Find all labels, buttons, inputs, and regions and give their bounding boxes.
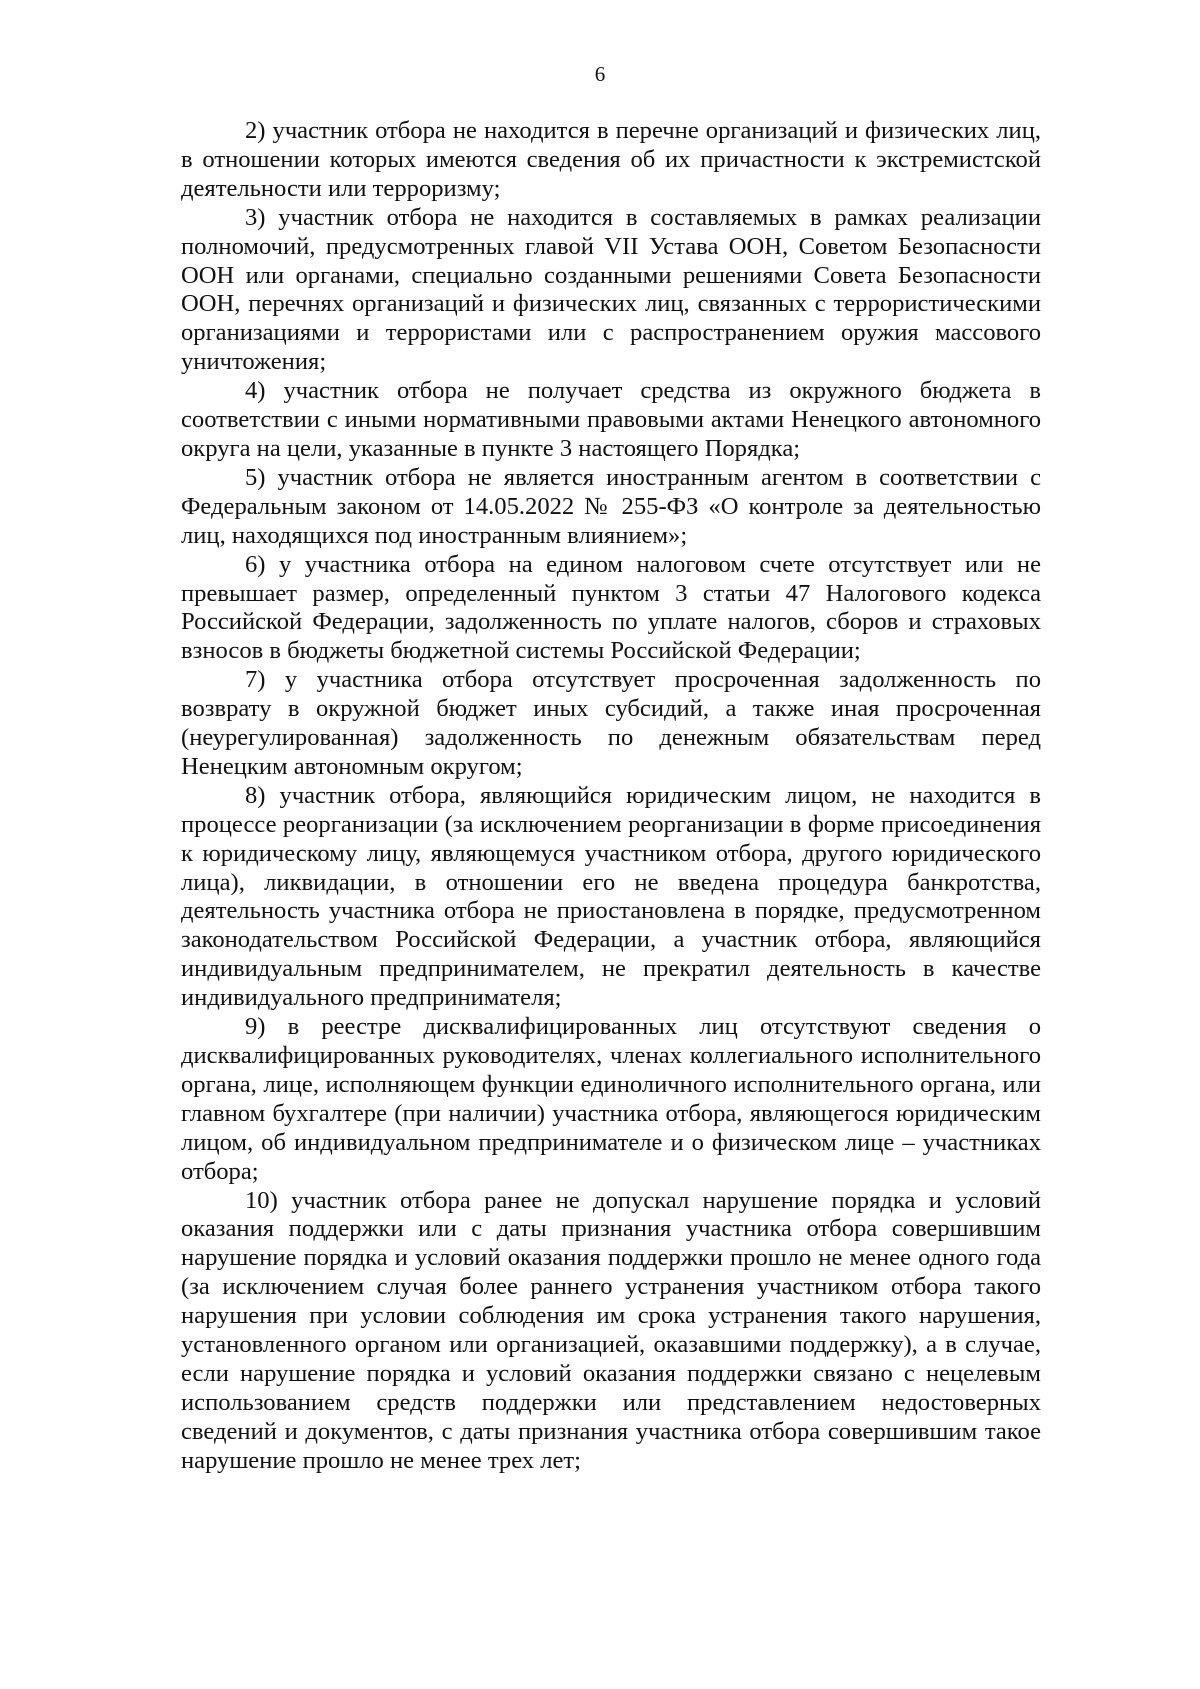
list-item-9: 9) в реестре дисквалифицированных лиц отсутствуют сведения о дисквалифицированных руководителях, членах коллегиального исполнительного органа, лице, исполняющем функции единоличного исполнительного органа, или главном бухгалтере (при наличии) участника отбора, являющегося юридическим лицом, об индивидуальном предпринимателе и о физическом лице – участниках отбора;	[181, 1013, 1041, 1185]
list-item-5: 5) участник отбора не является иностранным агентом в соответствии с Федеральным законом от 14.05.2022 № 255-ФЗ «О контроле за деятельностью лиц, находящихся под иностранным влиянием»;	[181, 463, 1041, 549]
list-item-3: 3) участник отбора не находится в составляемых в рамках реализации полномочий, предусмотренных главой VII Устава ООН, Советом Безопасности ООН или органами, специально созданными решениями Совета Безопасности ООН, перечнях организаций и физических лиц, связанных с террористическими организациями и террористами или с распространением оружия массового уничтожения;	[181, 203, 1041, 376]
list-item-10: 10) участник отбора ранее не допускал нарушение порядка и условий оказания поддержки или с даты признания участника отбора совершившим нарушение порядка и условий оказания поддержки прошло не менее одного года (за исключением случая более раннего устранения участником отбора такого нарушения при условии соблюдения им срока устранения такого нарушения, установленного органом или организацией, оказавшими поддержку), а в случае, если нарушение порядка и условий оказания поддержки связано с нецелевым использованием средств поддержки или представлением недостоверных сведений и документов, с даты признания участника отбора совершившим такое нарушение прошло не менее трех лет;	[181, 1186, 1041, 1474]
list-item-6: 6) у участника отбора на едином налоговом счете отсутствует или не превышает размер, определенный пунктом 3 статьи 47 Налогового кодекса Российской Федерации, задолженность по уплате налогов, сборов и страховых взносов в бюджеты бюджетной системы Российской Федерации;	[181, 550, 1041, 665]
list-item-7: 7) у участника отбора отсутствует просроченная задолженность по возврату в окружной бюджет иных субсидий, а также иная просроченная (неурегулированная) задолженность по денежным обязательствам перед Ненецким автономным округом;	[181, 666, 1041, 780]
list-item-4: 4) участник отбора не получает средства из окружного бюджета в соответствии с иными нормативными правовыми актами Ненецкого автономного округа на цели, указанные в пункте 3 настоящего Порядка;	[181, 377, 1041, 462]
page-number: 6	[594, 62, 606, 86]
list-item-8: 8) участник отбора, являющийся юридическим лицом, не находится в процессе реорганизации (за исключением реорганизации в форме присоединения к юридическому лицу, являющемуся участником отбора, другого юридического лица), ликвидации, в отношении его не введена процедура банкротства, деятельность участника отбора не приостановлена в порядке, предусмотренном законодательством Российской Федерации, а участник отбора, являющийся индивидуальным предпринимателем, не прекратил деятельность в качестве индивидуального предпринимателя;	[181, 781, 1041, 1012]
list-item-2: 2) участник отбора не находится в перечне организаций и физических лиц, в отношении которых имеются сведения об их причастности к экстремистской деятельности или терроризму;	[181, 117, 1041, 202]
document-body	[181, 117, 1041, 1476]
